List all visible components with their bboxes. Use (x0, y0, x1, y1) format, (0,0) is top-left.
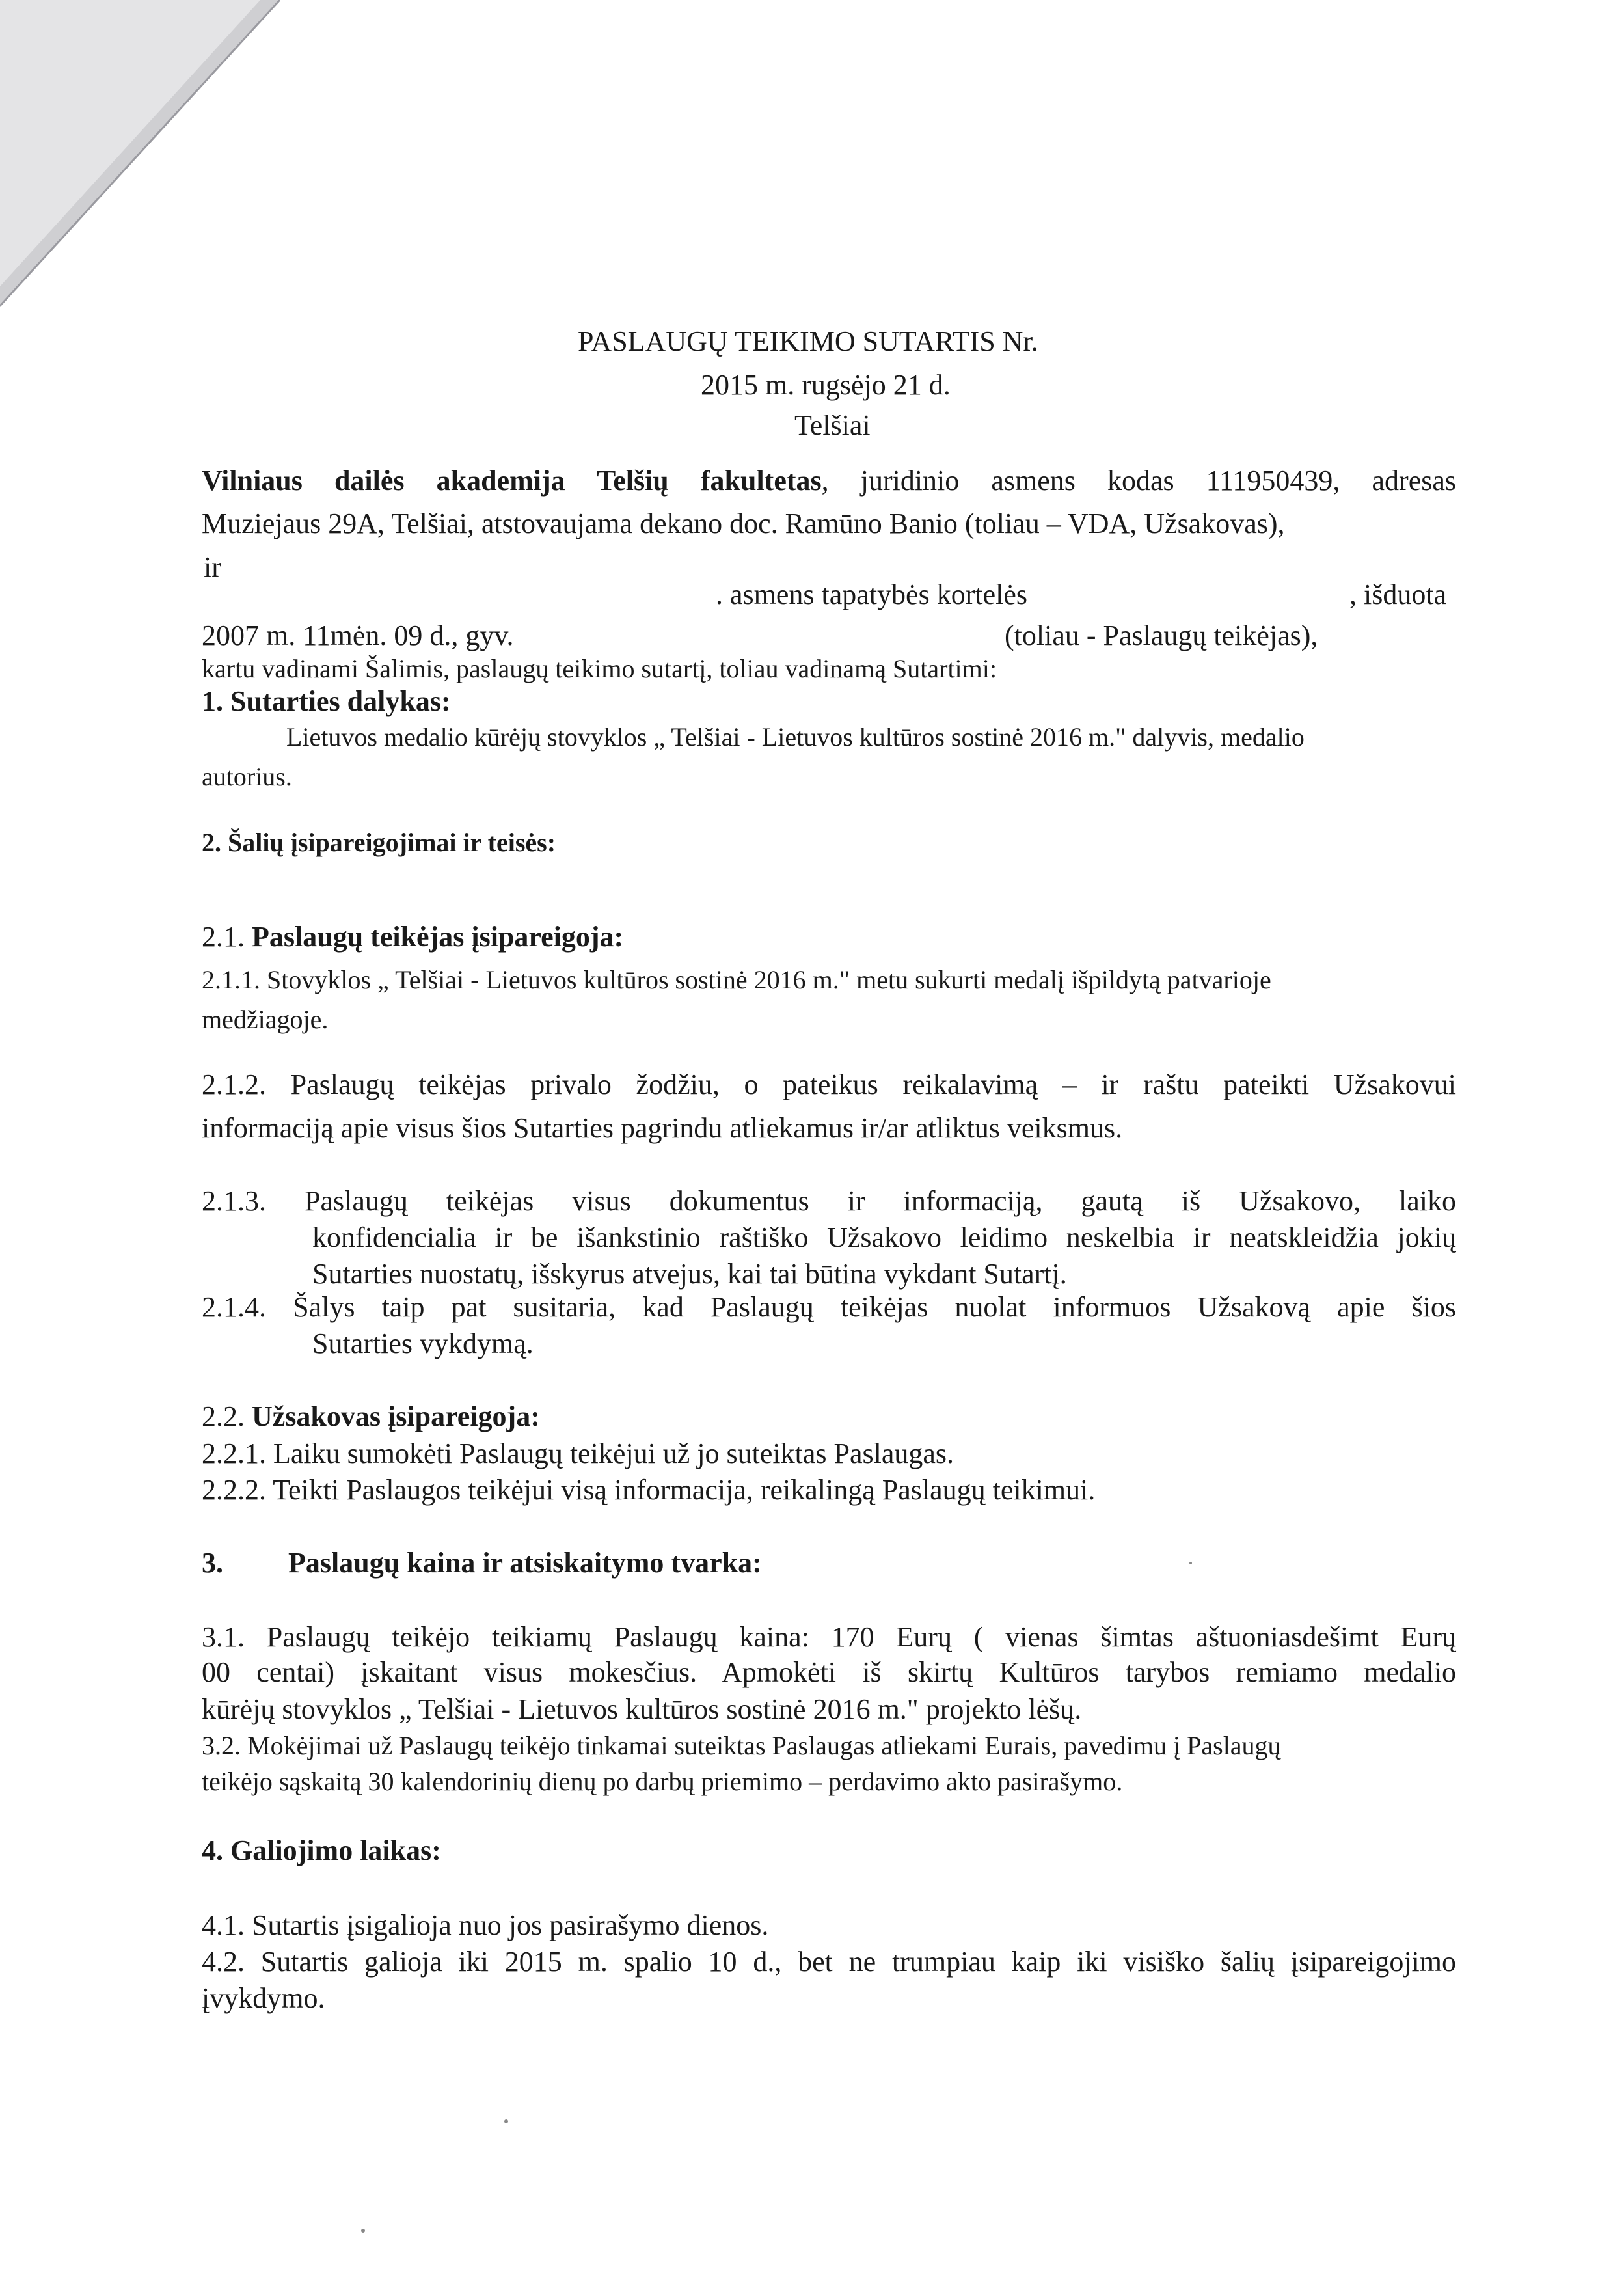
organization-name: Vilniaus dailės akademija Telšių fakultetas (202, 465, 822, 497)
section-2-heading: 2. Šalių įsipareigojimai ir teisės: (202, 828, 556, 857)
organization-details: , juridinio asmens kodas 111950439, adresas (821, 465, 1456, 497)
scan-speck (1189, 1562, 1192, 1564)
clause-2-1-4-line-2: Sutarties vykdymą. (312, 1328, 534, 1359)
section-2-2-number: 2.2. (202, 1400, 252, 1432)
provider-label: (toliau - Paslaugų teikėjas), (1005, 620, 1318, 651)
clause-3-1-line-3: kūrėjų stovyklos „ Telšiai - Lietuvos kultūros sostinė 2016 m." projekto lėšų. (202, 1693, 1082, 1725)
clause-4-2-line-1: 4.2. Sutartis galioja iki 2015 m. spalio 10 d., bet ne trumpiau kaip iki visiško šalių įsipareigojimo (202, 1946, 1456, 1978)
section-3-number: 3. (202, 1547, 223, 1579)
page-corner-fold (0, 0, 338, 338)
section-1-text-line-2: autorius. (202, 762, 292, 791)
clause-3-2-line-2: teikėjo sąskaitą 30 kalendorinių dienų po darbų priemimo – perdavimo akto pasirašymo. (202, 1767, 1123, 1796)
section-1-text-line-1: Lietuvos medalio kūrėjų stovyklos „ Telšiai - Lietuvos kultūros sostinė 2016 m." dalyvis, medalio (286, 722, 1305, 752)
section-1-heading: 1. Sutarties dalykas: (202, 685, 451, 717)
section-2-1-number: 2.1. (202, 921, 252, 953)
section-2-2-heading (202, 1402, 540, 1431)
clause-3-1-line-1: 3.1. Paslaugų teikėjo teikiamų Paslaugų kaina: 170 Eurų ( vienas šimtas aštuoniasdešimt Eurų (202, 1621, 1456, 1653)
clause-2-1-3-line-1: 2.1.3. Paslaugų teikėjas visus dokumentus ir informaciją, gautą iš Užsakovo, laiko (202, 1185, 1456, 1217)
clause-2-1-2-line-1: 2.1.2. Paslaugų teikėjas privalo žodžiu, o pateikus reikalavimą – ir raštu pateikti Užsakovui (202, 1069, 1456, 1100)
clause-4-2-line-2: įvykdymo. (202, 1982, 325, 2014)
parties-line-3: ir (204, 551, 221, 583)
clause-4-1: 4.1. Sutartis įsigalioja nuo jos pasirašymo dienos. (202, 1909, 769, 1941)
section-4-heading: 4. Galiojimo laikas: (202, 1834, 441, 1866)
clause-2-1-1-line-2: medžiagoje. (202, 1005, 329, 1034)
issue-date-text: 2007 m. 11mėn. 09 d., gyv. (202, 620, 514, 651)
clause-2-1-4-line-1: 2.1.4. Šalys taip pat susitaria, kad Paslaugų teikėjas nuolat informuos Užsakovą apie šios (202, 1291, 1456, 1323)
section-2-1-title: Paslaugų teikėjas įsipareigoja: (252, 921, 624, 953)
clause-2-1-2-line-2: informaciją apie visus šios Sutarties pagrindu atliekamus ir/ar atliktus veiksmus. (202, 1112, 1123, 1144)
document-date: 2015 m. rugsėjo 21 d. (701, 369, 951, 401)
scan-speck (504, 2119, 508, 2123)
parties-line-2: Muziejaus 29A, Telšiai, atstovaujama dekano doc. Ramūno Banio (toliau – VDA, Užsakovas), (202, 508, 1285, 539)
clause-2-1-3-line-3: Sutarties nuostatų, išskyrus atvejus, kai tai būtina vykdant Sutartį. (312, 1258, 1067, 1290)
clause-3-2-line-1: 3.2. Mokėjimai už Paslaugų teikėjo tinkamai suteiktas Paslaugas atliekami Eurais, pavedimu į Paslaugų (202, 1731, 1281, 1760)
document-city: Telšiai (794, 409, 871, 441)
section-2-2-title: Užsakovas įsipareigoja: (252, 1400, 540, 1432)
clause-2-2-2: 2.2.2. Teikti Paslaugos teikėjui visą informacija, reikalingą Paslaugų teikimui. (202, 1474, 1096, 1506)
section-3-heading: Paslaugų kaina ir atsiskaitymo tvarka: (288, 1547, 762, 1579)
scan-speck (361, 2229, 365, 2233)
clause-2-1-1-line-1: 2.1.1. Stovyklos „ Telšiai - Lietuvos kultūros sostinė 2016 m." metu sukurti medalį išpildytą patvarioje (202, 965, 1271, 994)
parties-line-6: kartu vadinami Šalimis, paslaugų teikimo sutartį, toliau vadinamą Sutartimi: (202, 654, 997, 683)
clause-3-1-line-2: 00 centai) įskaitant visus mokesčius. Apmokėti iš skirtų Kultūros tarybos remiamo medalio (202, 1656, 1456, 1688)
section-2-1-heading (202, 923, 623, 951)
issued-text: , išduota (1349, 579, 1447, 610)
document-title: PASLAUGŲ TEIKIMO SUTARTIS Nr. (578, 325, 1038, 357)
clause-2-1-3-line-2: konfidencialia ir be išankstinio raštiško Užsakovo leidimo neskelbia ir neatskleidžia jokių (312, 1221, 1456, 1253)
clause-2-2-1: 2.2.1. Laiku sumokėti Paslaugų teikėjui už jo suteiktas Paslaugas. (202, 1437, 954, 1469)
parties-line-1 (202, 467, 1456, 495)
id-card-text: . asmens tapatybės kortelės (716, 579, 1027, 610)
